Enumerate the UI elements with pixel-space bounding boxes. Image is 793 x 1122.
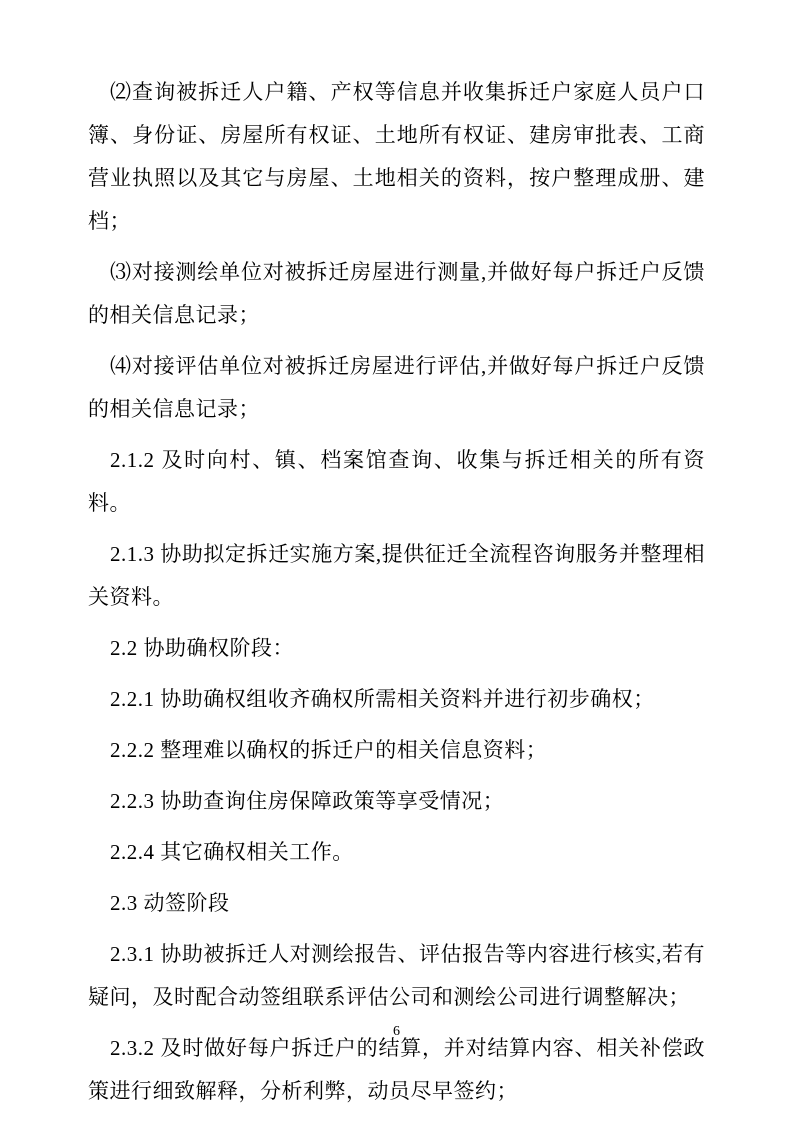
paragraph: ⑵查询被拆迁人户籍、产权等信息并收集拆迁户家庭人员户口簿、身份证、房屋所有权证、土地所有权证、建房审批表、工商营业执照以及其它与房屋、土地相关的资料，按户整理成册、建档； xyxy=(88,80,705,233)
paragraph: 2.2.2 整理难以确权的拆迁户的相关信息资料； xyxy=(110,738,548,762)
paragraph: 2.3.1 协助被拆迁人对测绘报告、评估报告等内容进行核实,若有疑问，及时配合动签组联系评估公司和测绘公司进行调整解决； xyxy=(88,942,705,1009)
paragraph: 2.2.3 协助查询住房保障政策等享受情况； xyxy=(110,789,505,813)
paragraph: 2.1.2 及时向村、镇、档案馆查询、收集与拆迁相关的所有资料。 xyxy=(88,448,705,515)
paragraph: ⑶对接测绘单位对被拆迁房屋进行测量,并做好每户拆迁户反馈的相关信息记录； xyxy=(88,260,705,327)
paragraph: 2.1.3 协助拟定拆迁实施方案,提供征迁全流程咨询服务并整理相关资料。 xyxy=(88,542,705,609)
paragraph: 2.2.1 协助确权组收齐确权所需相关资料并进行初步确权； xyxy=(110,687,655,711)
paragraph: 2.3.2 及时做好每户拆迁户的结算，并对结算内容、相关补偿政策进行细致解释，分析利弊，动员尽早签约； xyxy=(88,1036,705,1103)
paragraph: 2.3 动签阶段 xyxy=(110,891,230,915)
paragraph: 2.2 协助确权阶段： xyxy=(110,636,294,660)
paragraph: ⑷对接评估单位对被拆迁房屋进行评估,并做好每户拆迁户反馈的相关信息记录； xyxy=(88,354,705,421)
document-body xyxy=(88,71,705,1121)
paragraph: 2.2.4 其它确权相关工作。 xyxy=(110,840,354,864)
page-number: 6 xyxy=(393,1024,400,1039)
